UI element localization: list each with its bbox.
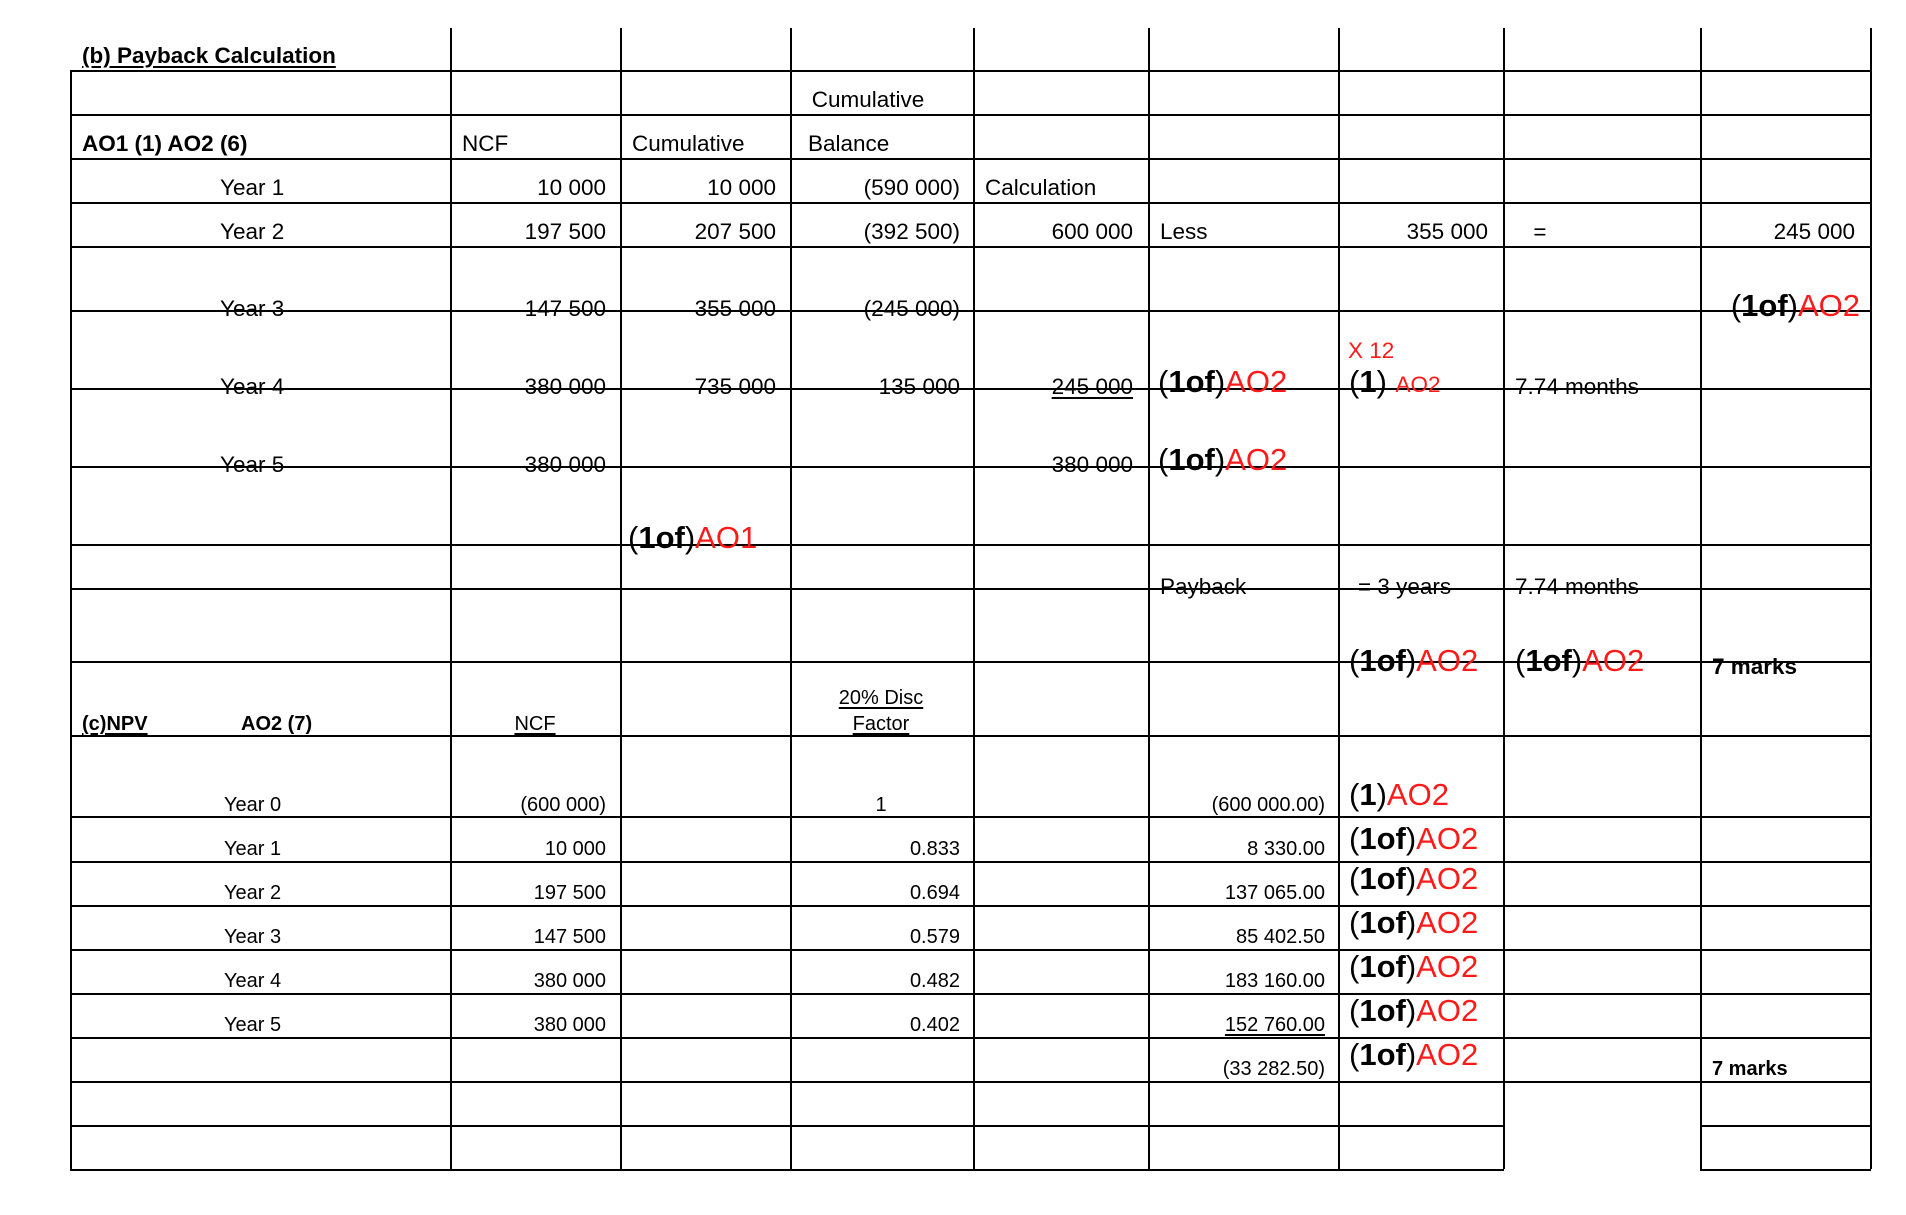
npv-present-value: 85 402.50 [1236, 926, 1325, 948]
payback-ao-label: AO1 (1) AO2 (6) [82, 131, 248, 156]
mark-count: 1of [1741, 288, 1788, 323]
grid-vline [1148, 28, 1150, 1169]
npv-present-value: (600 000.00) [1211, 794, 1325, 816]
mark-ao-code: AO2 [1416, 821, 1479, 856]
mark-open-paren: ( [628, 520, 639, 555]
npv-present-value: 183 160.00 [1224, 970, 1325, 992]
mark-count: 1of [1359, 821, 1406, 856]
npv-year: Year 4 [224, 970, 282, 992]
less-label: Less [1160, 219, 1208, 244]
npv-col-disc-1: 20% Disc [838, 687, 924, 709]
mark-annotation [1158, 444, 1287, 475]
grid-vline [1503, 28, 1505, 1169]
grid-hline [70, 816, 1871, 818]
npv-year: Year 3 [224, 926, 282, 948]
grid-hline [70, 1037, 1871, 1039]
mark-annotation [1349, 863, 1478, 894]
grid-hline [1700, 1125, 1871, 1127]
mark-count: 1 [1359, 364, 1377, 399]
mark-count: 1of [1359, 643, 1406, 678]
mark-count: 1of [1359, 949, 1406, 984]
grid-hline [70, 1081, 1871, 1083]
npv-ncf: 10 000 [544, 838, 606, 860]
mark-close-paren: ) [1787, 288, 1798, 323]
mark-ao-code: AO2 [1416, 949, 1479, 984]
grid-vline [620, 28, 622, 1169]
mark-annotation [1349, 995, 1478, 1026]
mark-count: 1of [1359, 861, 1406, 896]
grid-hline [70, 949, 1871, 951]
grid-hline [70, 544, 1871, 546]
mark-annotation [1515, 645, 1644, 676]
mark-annotation [1158, 366, 1287, 397]
npv-factor: 0.402 [909, 1014, 960, 1036]
payback-year: Year 1 [220, 175, 285, 200]
payback-cumulative: 735 000 [694, 374, 776, 399]
mark-annotation [1349, 779, 1449, 810]
payback-marks-total: 7 marks [1712, 654, 1798, 679]
payback-ncf: 147 500 [524, 296, 606, 321]
payback-years: = 3 years [1358, 574, 1452, 599]
mark-annotation [628, 522, 757, 553]
grid-hline [1700, 1169, 1871, 1171]
mark-open-paren: ( [1158, 442, 1169, 477]
npv-present-value: 137 065.00 [1224, 882, 1325, 904]
calculation-label: Calculation [985, 175, 1097, 200]
grid-hline [70, 735, 1871, 737]
payback-year: Year 4 [220, 374, 285, 399]
mark-annotation [1349, 951, 1478, 982]
payback-cumulative: 355 000 [694, 296, 776, 321]
payback-ncf: 380 000 [524, 452, 606, 477]
mark-ao-code: AO2 [1416, 1037, 1479, 1072]
mark-open-paren: ( [1349, 643, 1360, 678]
mark-close-paren: ) [1376, 777, 1387, 812]
mark-close-paren: ) [1405, 949, 1417, 984]
mark-ao-code: AO2 [1395, 372, 1441, 397]
mark-count: 1of [638, 520, 685, 555]
grid-hline [70, 861, 1871, 863]
mark-count: 1of [1359, 1037, 1406, 1072]
payback-title: (b) Payback Calculation [82, 43, 336, 68]
npv-ncf: 380 000 [533, 970, 606, 992]
npv-present-value: 152 760.00 [1224, 1014, 1325, 1036]
npv-ncf: 380 000 [533, 1014, 606, 1036]
payback-balance: 135 000 [878, 374, 960, 399]
grid-hline [70, 202, 1871, 204]
npv-title: (c)NPV [82, 713, 148, 735]
months-calc: 7.74 months [1515, 374, 1639, 399]
mark-annotation [1349, 1039, 1478, 1070]
payback-ncf: 380 000 [524, 374, 606, 399]
payback-year: Year 3 [220, 296, 285, 321]
grid-vline [973, 28, 975, 1169]
mark-count: 1 [1359, 777, 1377, 812]
mark-close-paren: ) [684, 520, 696, 555]
mark-ao-code: AO2 [1416, 861, 1479, 896]
mark-open-paren: ( [1349, 861, 1360, 896]
col-balance: Balance [808, 131, 890, 156]
mark-close-paren: ) [1405, 905, 1417, 940]
mark-annotation [1349, 823, 1478, 854]
numerator-245: 245 000 [1051, 374, 1133, 399]
mark-ao-code: AO2 [1416, 905, 1479, 940]
mark-close-paren: ) [1376, 364, 1387, 399]
npv-year: Year 2 [224, 882, 282, 904]
mark-count: 1of [1359, 905, 1406, 940]
grid-hline [70, 993, 1871, 995]
less-value: 355 000 [1406, 219, 1488, 244]
npv-col-ncf: NCF [514, 713, 556, 735]
npv-year: Year 1 [224, 838, 282, 860]
col-cumulative: Cumulative [632, 131, 745, 156]
payback-ncf: 10 000 [537, 175, 606, 200]
grid-vline [1338, 28, 1340, 1169]
npv-year: Year 5 [224, 1014, 282, 1036]
mark-close-paren: ) [1405, 643, 1417, 678]
payback-balance: (245 000) [863, 296, 960, 321]
mark-open-paren: ( [1349, 821, 1360, 856]
mark-open-paren: ( [1349, 993, 1360, 1028]
grid-vline [70, 70, 72, 1169]
payback-year: Year 2 [220, 219, 285, 244]
mark-close-paren: ) [1214, 442, 1226, 477]
payback-balance: (590 000) [863, 175, 960, 200]
mark-close-paren: ) [1405, 861, 1417, 896]
npv-col-disc-2: Factor [852, 713, 910, 735]
grid-hline [70, 1169, 1504, 1171]
mark-close-paren: ) [1571, 643, 1583, 678]
mark-annotation [1349, 645, 1478, 676]
npv-total: (33 282.50) [1222, 1058, 1325, 1080]
npv-factor: 0.694 [909, 882, 960, 904]
npv-ao-label: AO2 (7) [241, 713, 313, 735]
payback-months: 7.74 months [1515, 574, 1639, 599]
grid-hline [70, 905, 1871, 907]
grid-hline [70, 246, 1871, 248]
mark-open-paren: ( [1349, 949, 1360, 984]
payback-cumulative: 207 500 [694, 219, 776, 244]
mark-ao-code: AO2 [1416, 643, 1479, 678]
grid-vline [450, 28, 452, 1169]
mark-close-paren: ) [1405, 993, 1417, 1028]
npv-ncf: (600 000) [520, 794, 606, 816]
grid-vline [1870, 28, 1872, 1169]
npv-marks-total: 7 marks [1712, 1058, 1788, 1080]
mark-ao-code: AO2 [1797, 288, 1860, 323]
mark-annotation [1731, 290, 1860, 321]
npv-factor: 1 [875, 794, 887, 816]
payback-year: Year 5 [220, 452, 285, 477]
mark-close-paren: ) [1214, 364, 1226, 399]
grid-hline [70, 158, 1871, 160]
mark-ao-code: AO2 [1225, 442, 1288, 477]
mark-annotation [1349, 366, 1441, 397]
grid-vline [790, 28, 792, 1169]
mark-open-paren: ( [1349, 364, 1360, 399]
mark-count: 1of [1525, 643, 1572, 678]
mark-open-paren: ( [1349, 1037, 1360, 1072]
times-12: X 12 [1348, 338, 1395, 363]
mark-ao-code: AO1 [695, 520, 758, 555]
mark-ao-code: AO2 [1225, 364, 1288, 399]
mark-open-paren: ( [1349, 905, 1360, 940]
mark-ao-code: AO2 [1582, 643, 1645, 678]
mark-ao-code: AO2 [1386, 777, 1449, 812]
equals-sign: = [1533, 219, 1547, 244]
col-ncf: NCF [462, 131, 509, 156]
mark-count: 1of [1359, 993, 1406, 1028]
mark-open-paren: ( [1349, 777, 1360, 812]
grid-hline [70, 70, 1871, 72]
grid-hline [70, 1125, 1504, 1127]
mark-open-paren: ( [1730, 288, 1742, 323]
denominator-380: 380 000 [1051, 452, 1133, 477]
npv-factor: 0.482 [909, 970, 960, 992]
npv-year: Year 0 [224, 794, 282, 816]
mark-count: 1of [1168, 364, 1215, 399]
mark-open-paren: ( [1158, 364, 1169, 399]
npv-factor: 0.833 [909, 838, 960, 860]
mark-open-paren: ( [1515, 643, 1526, 678]
mark-count: 1of [1168, 442, 1215, 477]
payback-balance: (392 500) [863, 219, 960, 244]
payback-ncf: 197 500 [524, 219, 606, 244]
mark-close-paren: ) [1405, 1037, 1417, 1072]
grid-hline [70, 114, 1871, 116]
grid-hline [70, 310, 1871, 312]
grid-vline [1700, 28, 1702, 1169]
mark-annotation [1349, 907, 1478, 938]
header-cumulative-top: Cumulative [811, 87, 925, 112]
grid-hline [70, 466, 1871, 468]
npv-present-value: 8 330.00 [1247, 838, 1325, 860]
payback-label: Payback [1160, 574, 1247, 599]
result-245: 245 000 [1773, 219, 1855, 244]
calc-600: 600 000 [1051, 219, 1133, 244]
npv-factor: 0.579 [909, 926, 960, 948]
npv-ncf: 197 500 [533, 882, 606, 904]
payback-cumulative: 10 000 [707, 175, 776, 200]
mark-close-paren: ) [1405, 821, 1417, 856]
npv-ncf: 147 500 [533, 926, 606, 948]
mark-ao-code: AO2 [1416, 993, 1479, 1028]
